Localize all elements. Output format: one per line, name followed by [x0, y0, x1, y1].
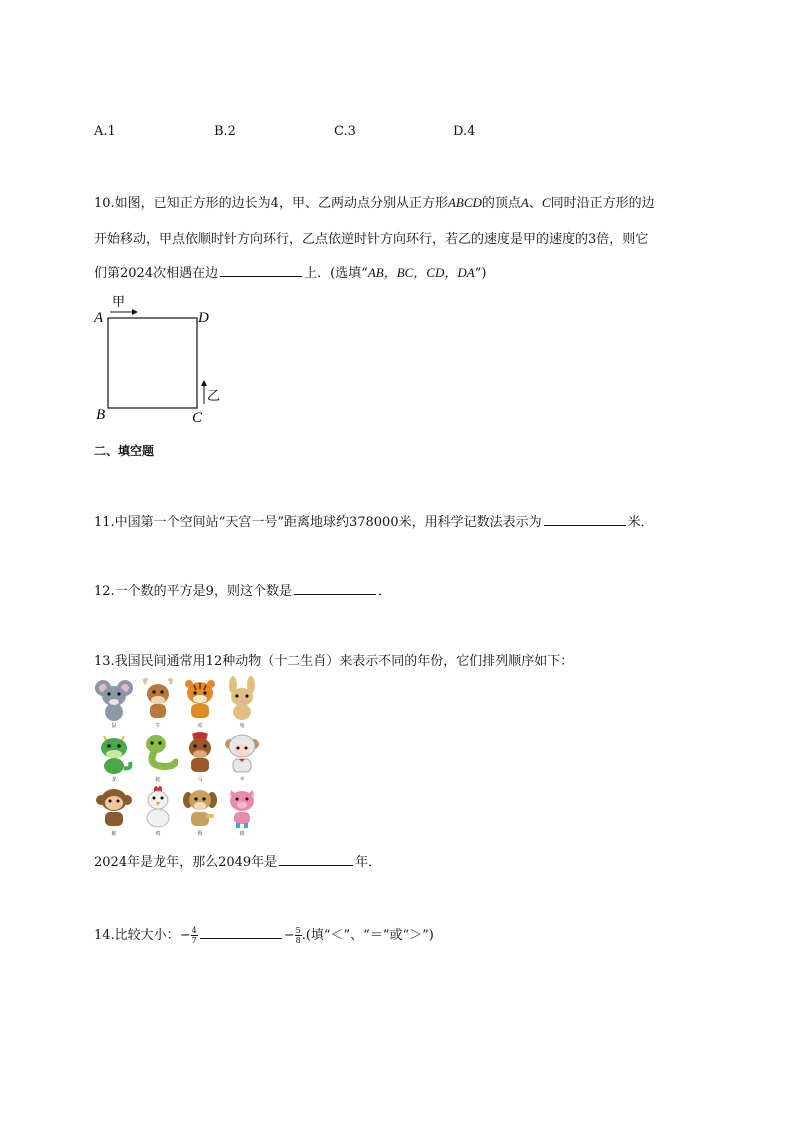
q11-answer-blank[interactable]: [544, 524, 626, 526]
q12-answer-blank[interactable]: [294, 593, 376, 595]
label-a: A: [94, 310, 104, 326]
q14-answer-blank[interactable]: [200, 937, 282, 939]
q14: [94, 924, 434, 945]
ox-icon: [138, 676, 178, 730]
q9-option-b: B.2: [214, 124, 236, 139]
q13-answer-blank[interactable]: [279, 864, 353, 866]
q10-text: ”): [474, 266, 487, 281]
caption-snake: 蛇: [155, 777, 161, 783]
q10-text: 同时沿正方形的边: [550, 196, 655, 211]
jia-arrow-head: [132, 309, 138, 315]
label-d: D: [198, 310, 209, 326]
rooster-icon: [138, 784, 178, 838]
q10-square-name: ABCD: [447, 195, 482, 210]
dragon-icon: [94, 730, 134, 784]
fraction-numerator: 4: [191, 926, 197, 935]
q14-fraction-2: [295, 926, 302, 945]
label-c: C: [192, 410, 203, 426]
rabbit-icon: [222, 676, 262, 730]
pig-icon: [222, 784, 262, 838]
q10-square-figure: [88, 292, 228, 426]
caption-pig: 猪: [239, 831, 245, 837]
q9-option-a: A.1: [94, 124, 116, 139]
horse-icon: [180, 730, 220, 784]
q11: [94, 511, 654, 530]
q11-text: 11.中国第一个空间站“天宫一号”距离地球约378000米，用科学记数法表示为: [94, 515, 542, 530]
zodiac-animals-figure: [94, 676, 264, 838]
label-yi: 乙: [207, 389, 221, 404]
caption-rabbit: 兔: [239, 723, 245, 729]
caption-sheep: 羊: [239, 777, 245, 783]
q10-vertex-c: C: [541, 195, 551, 210]
q13-answer: [94, 851, 381, 870]
q13-text: 年．: [355, 855, 382, 870]
q10-vertex-a: A: [520, 195, 529, 210]
caption-rooster: 鸡: [155, 831, 161, 837]
q12-text: ．: [377, 584, 391, 599]
q10-text: 10.如图，已知正方形的边长为4，甲、乙两动点分别从正方形: [94, 196, 448, 211]
q10-options: AB，BC，CD，DA: [367, 265, 475, 280]
fraction-denominator: 7: [191, 936, 197, 945]
tiger-icon: [180, 676, 220, 730]
q12-text: 12.一个数的平方是9，则这个数是: [94, 584, 292, 599]
q10-text: 的顶点: [481, 196, 521, 211]
snake-icon: [138, 730, 178, 784]
yi-arrow-head: [201, 380, 207, 386]
caption-dog: 狗: [197, 831, 203, 837]
rat-icon: [94, 676, 134, 730]
sheep-icon: [222, 730, 262, 784]
monkey-icon: [94, 784, 134, 838]
q14-text: .(填“＜”、“＝”或“＞”): [301, 928, 434, 943]
q12: [94, 580, 391, 599]
label-jia: 甲: [112, 295, 126, 310]
label-b: B: [96, 407, 106, 423]
q14-text: 14.比较大小：: [94, 928, 180, 943]
q9-option-c: C.3: [334, 124, 356, 139]
q10-text: 们第2024次相遇在边: [94, 266, 219, 281]
q10-line-2: 开始移动，甲点依顺时针方向环行，乙点依逆时针方向环行，若乙的速度是甲的速度的3倍，则它: [94, 232, 649, 247]
caption-tiger: 虎: [197, 723, 203, 729]
caption-monkey: 猴: [111, 831, 117, 837]
fraction-denominator: 8: [295, 936, 301, 945]
caption-rat: 鼠: [111, 723, 117, 729]
q14-minus-sign: −: [283, 928, 295, 943]
dog-icon: [180, 784, 220, 838]
caption-dragon: 龙: [111, 777, 117, 783]
section-title: 二、填空题: [94, 444, 155, 458]
q10-text: 、: [528, 196, 542, 211]
q9-option-d: D.4: [453, 124, 476, 139]
q10-answer-blank[interactable]: [220, 275, 302, 277]
q10-line-3: [94, 262, 486, 281]
caption-ox: 牛: [155, 723, 161, 729]
q10-text: 上．(选填“: [304, 266, 368, 281]
q14-fraction-1: [191, 926, 198, 945]
caption-horse: 马: [197, 777, 203, 783]
q13-text: 2024年是龙年，那么2049年是: [94, 855, 278, 870]
q14-minus-sign: −: [179, 928, 191, 943]
q13-text: 13.我国民间通常用12种动物（十二生肖）来表示不同的年份，它们排列顺序如下：: [94, 654, 574, 669]
square-abcd: [108, 318, 197, 408]
q11-text: 米．: [627, 515, 654, 530]
q10-line-1: [94, 192, 655, 211]
fraction-numerator: 5: [295, 926, 301, 935]
